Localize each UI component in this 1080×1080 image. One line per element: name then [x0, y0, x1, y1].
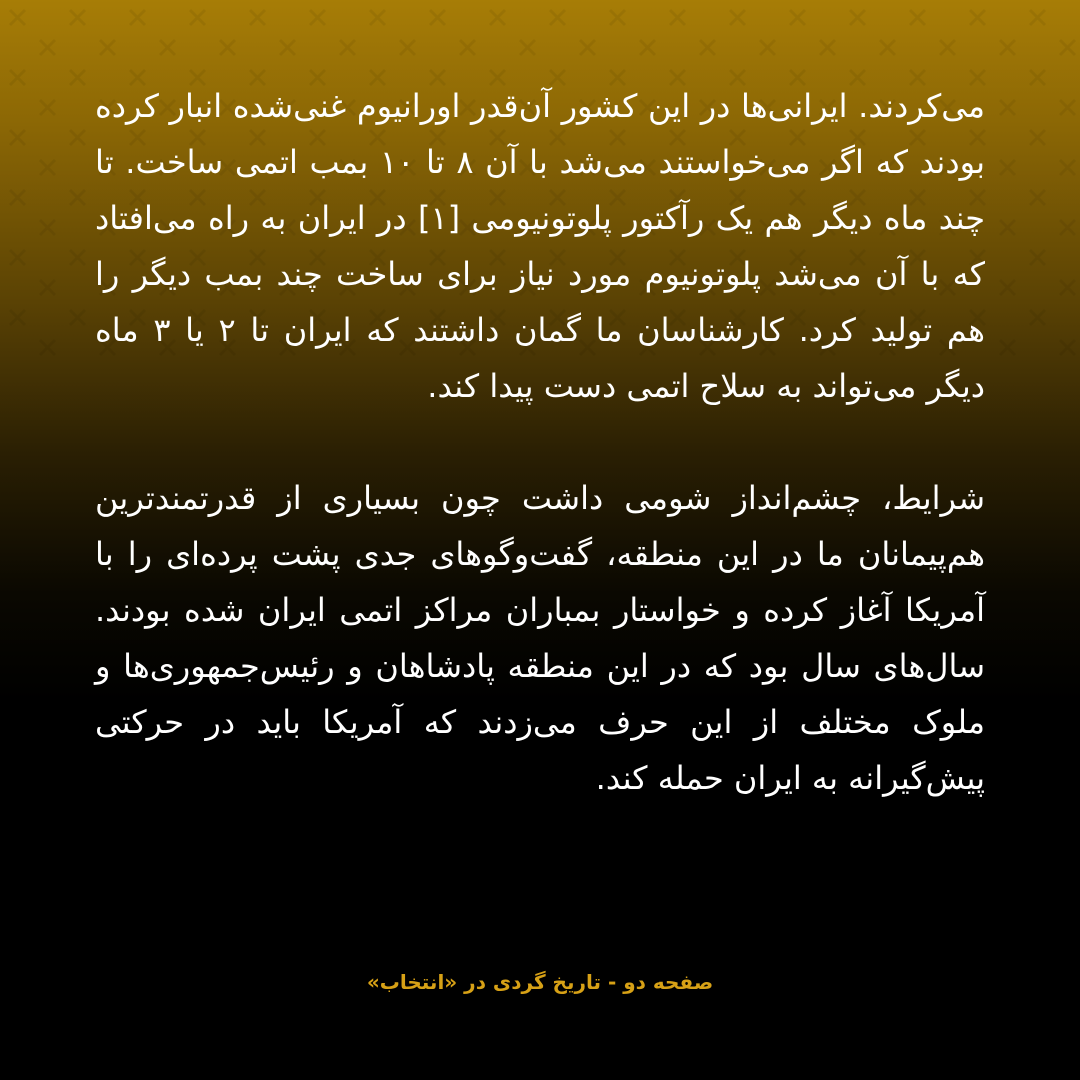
page-footer: صفحه دو - تاریخ گردی در «انتخاب»	[366, 970, 714, 994]
paragraph-2: شرایط، چشم‌انداز شومی داشت چون بسیاری از قدرتمندترین هم‌پیمانان ما در این منطقه، گفت‌وگوهای جدی پشت پرده‌ای را با آمریکا آغاز کرده و خواستار بمباران مراکز اتمی ایران شده بودند. سال‌های سال بود که در این منطقه پادشاهان و رئیس‌جمهوری‌ها و ملوک مختلف از این حرف می‌زدند که آمریکا باید در حرکتی پیش‌گیرانه به ایران حمله کند.	[95, 479, 985, 797]
paragraph-1: می‌کردند. ایرانی‌ها در این کشور آن‌قدر اورانیوم غنی‌شده انبار کرده بودند که اگر می‌خواستند می‌شد با آن ۸ تا ۱۰ بمب اتمی ساخت. تا چند ماه دیگر هم یک رآکتور پلوتونیومی [۱] در ایران به راه می‌افتاد که با آن می‌شد پلوتونیوم مورد نیاز برای ساخت چند بمب دیگر را هم تولید کرد. کارشناسان ما گمان داشتند که ایران تا ۲ یا ۳ ماه دیگر می‌تواند به سلاح اتمی دست پیدا کند.	[95, 87, 986, 405]
article-body	[95, 78, 985, 806]
